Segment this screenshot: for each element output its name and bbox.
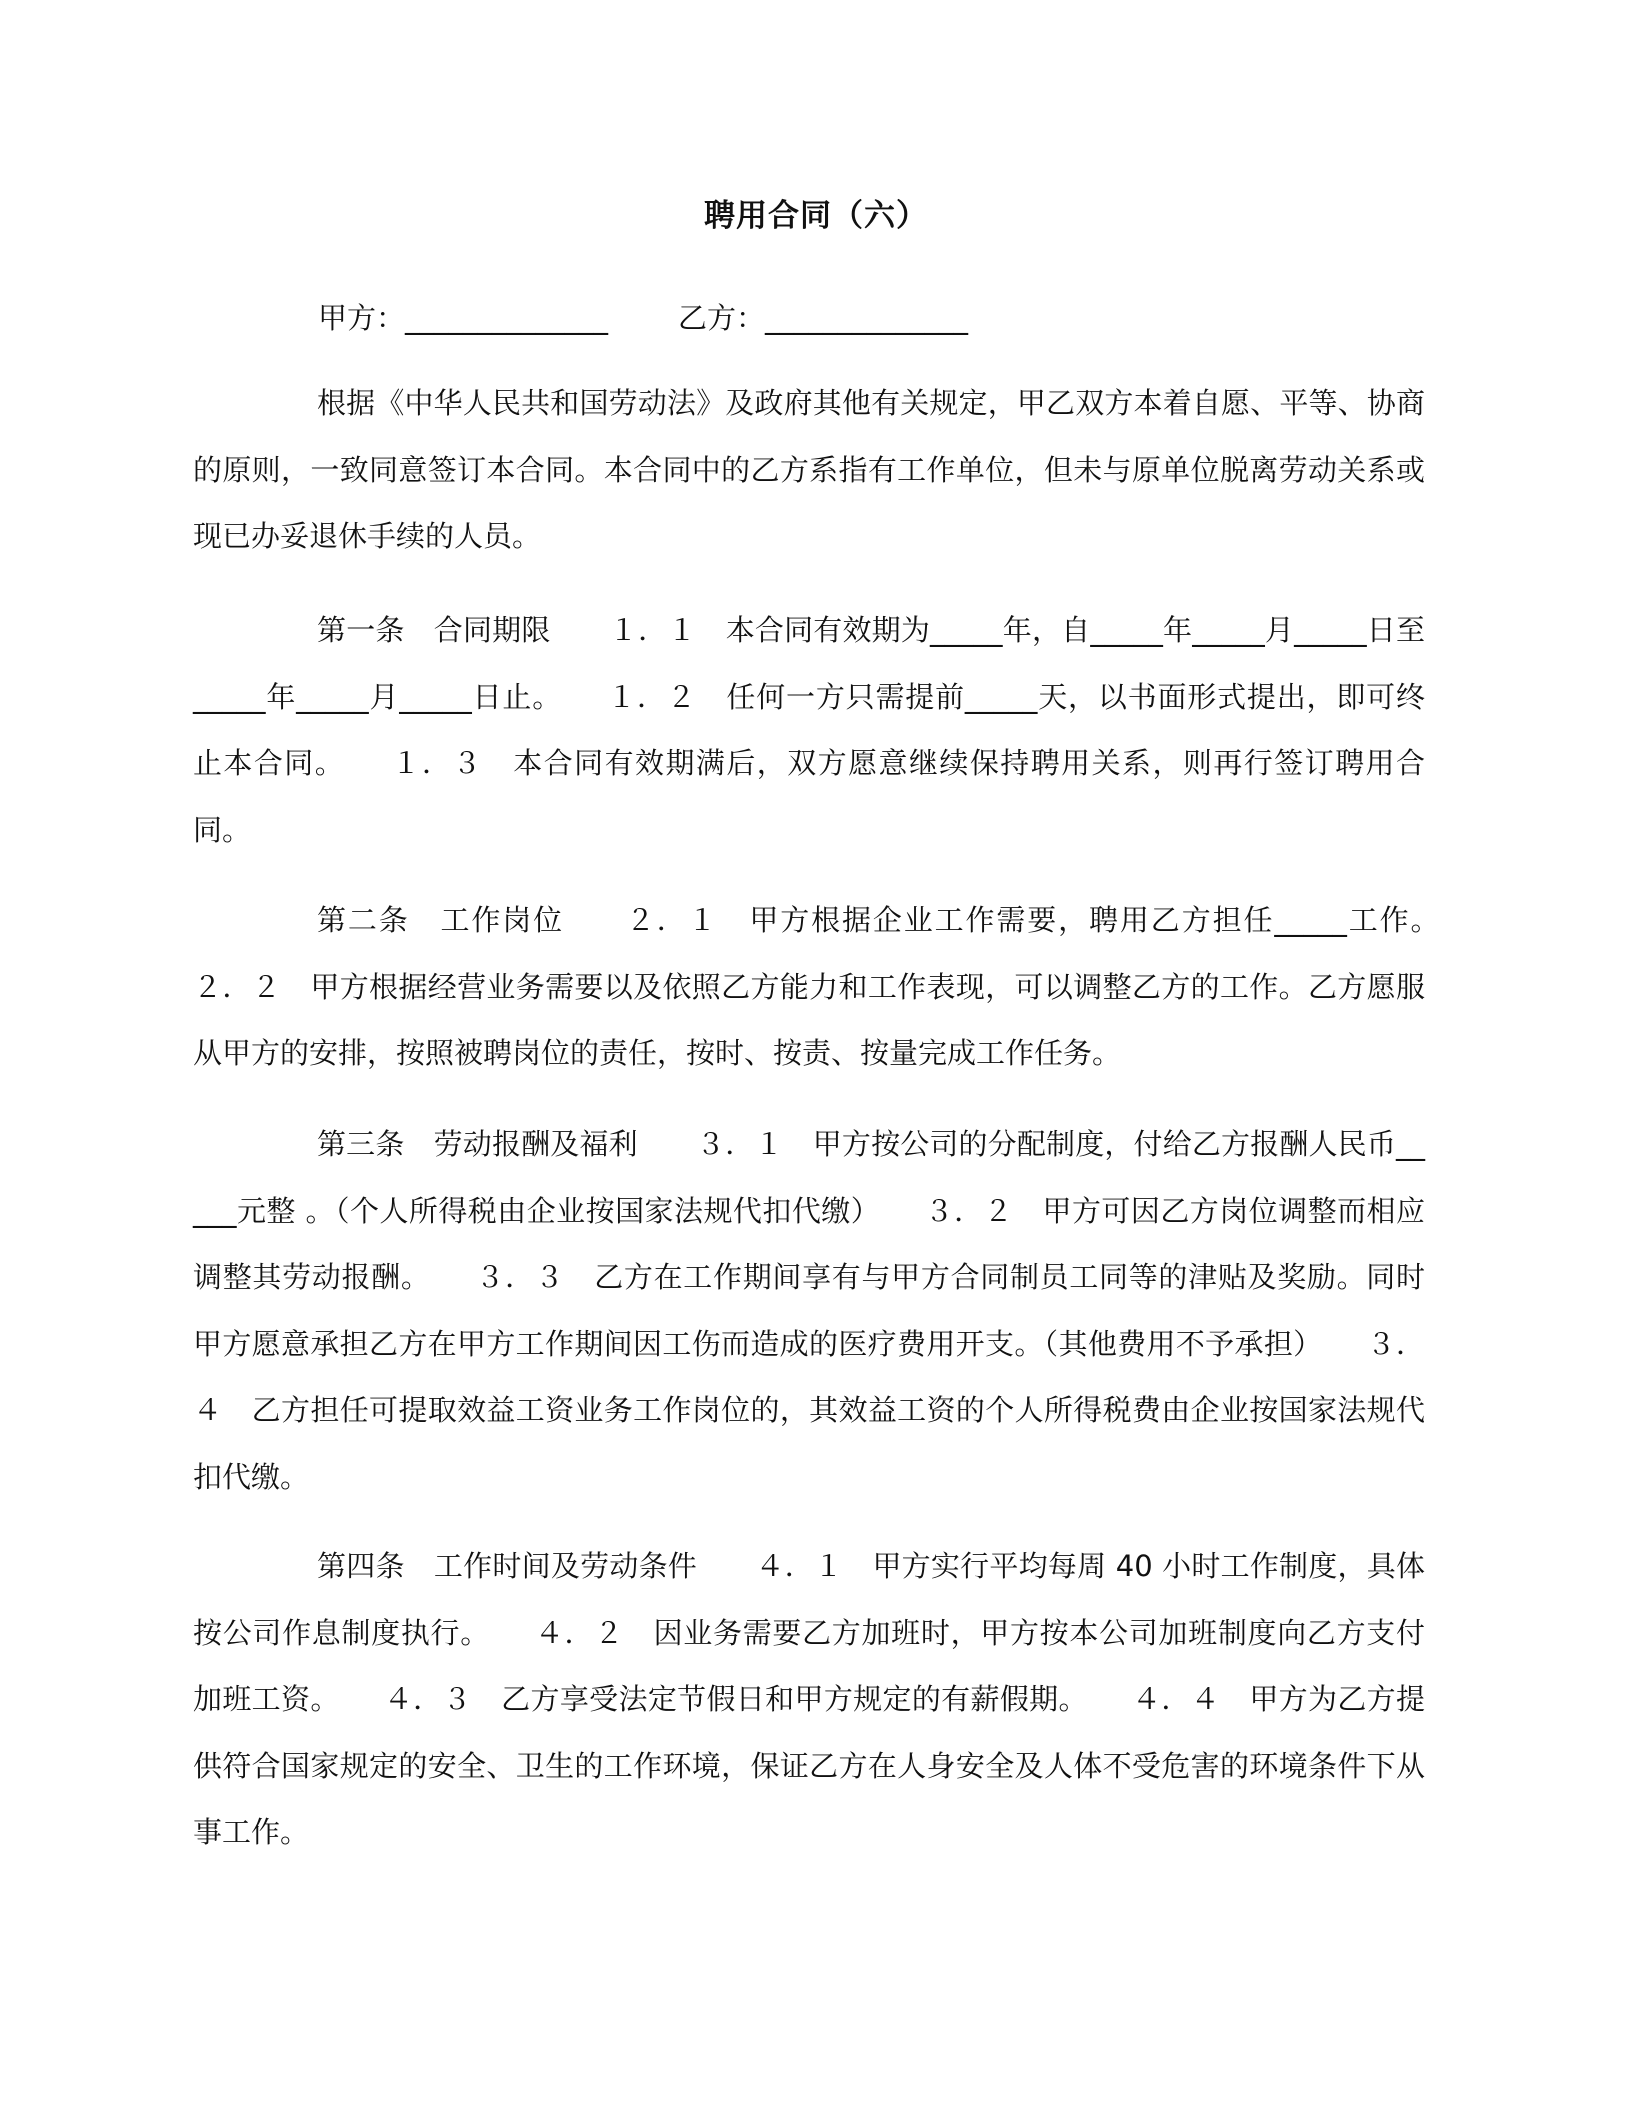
document-title: 聘用合同（六） — [704, 198, 928, 234]
article-4-paragraph: 第四条 工作时间及劳动条件 ４．１ 甲方实行平均每周 40 小时工作制度，具体按公司作息制度执行。 ４．２ 因业务需要乙方加班时，甲方按本公司加班制度向乙方支付加班工资。 ４．３ 乙方享受法定节假日和甲方规定的有薪假期。 ４．４ 甲方为乙方提供符合国家规定的安全、卫生的工作环境，保证乙方在人身安全及人体不受危害的环境条件下从事工作。 — [193, 1549, 1425, 1849]
article-3-paragraph: 第三条 劳动报酬及福利 ３．１ 甲方按公司的分配制度，付给乙方报酬人民币_____元整 。（个人所得税由企业按国家法规代扣代缴） ３．２ 甲方可因乙方岗位调整而相应调整其劳动报酬。 ３．３ 乙方在工作期间享有与甲方合同制员工同等的津贴及奖励。同时甲方愿意承担乙方在甲方工作期间因工伤而造成的医疗费用开支。（其他费用不予承担） ３．４ 乙方担任可提取效益工资业务工作岗位的，其效益工资的个人所得税费由企业按国家法规代扣代缴。 — [193, 1127, 1425, 1494]
party-b-label: 乙方： — [678, 301, 766, 335]
intro-paragraph: 根据《中华人民共和国劳动法》及政府其他有关规定，甲乙双方本着自愿、平等、协商的原则，一致同意签订本合同。本合同中的乙方系指有工作单位，但未与原单位脱离劳动关系或现已办妥退休手续的人员。 — [193, 386, 1425, 553]
article-2-paragraph: 第二条 工作岗位 ２．１ 甲方根据企业工作需要，聘用乙方担任_____工作。 ２．２ 甲方根据经营业务需要以及依照乙方能力和工作表现，可以调整乙方的工作。乙方愿服从甲方的安排，按照被聘岗位的责任，按时、按责、按量完成工作任务。 — [193, 903, 1484, 1070]
parties-line — [318, 298, 968, 338]
party-b-blank: ______________ — [765, 301, 969, 335]
party-a-label: 甲方： — [318, 301, 406, 335]
party-a-blank: ______________ — [405, 301, 609, 335]
article-1-paragraph: 第一条 合同期限 １．１ 本合同有效期为_____年，自_____年_____月_____日至_____年_____月_____日止。 １．２ 任何一方只需提前_____天，以书面形式提出，即可终止本合同。 １．３ 本合同有效期满后，双方愿意继续保持聘用关系，则再行签订聘用合同。 — [193, 613, 1425, 847]
